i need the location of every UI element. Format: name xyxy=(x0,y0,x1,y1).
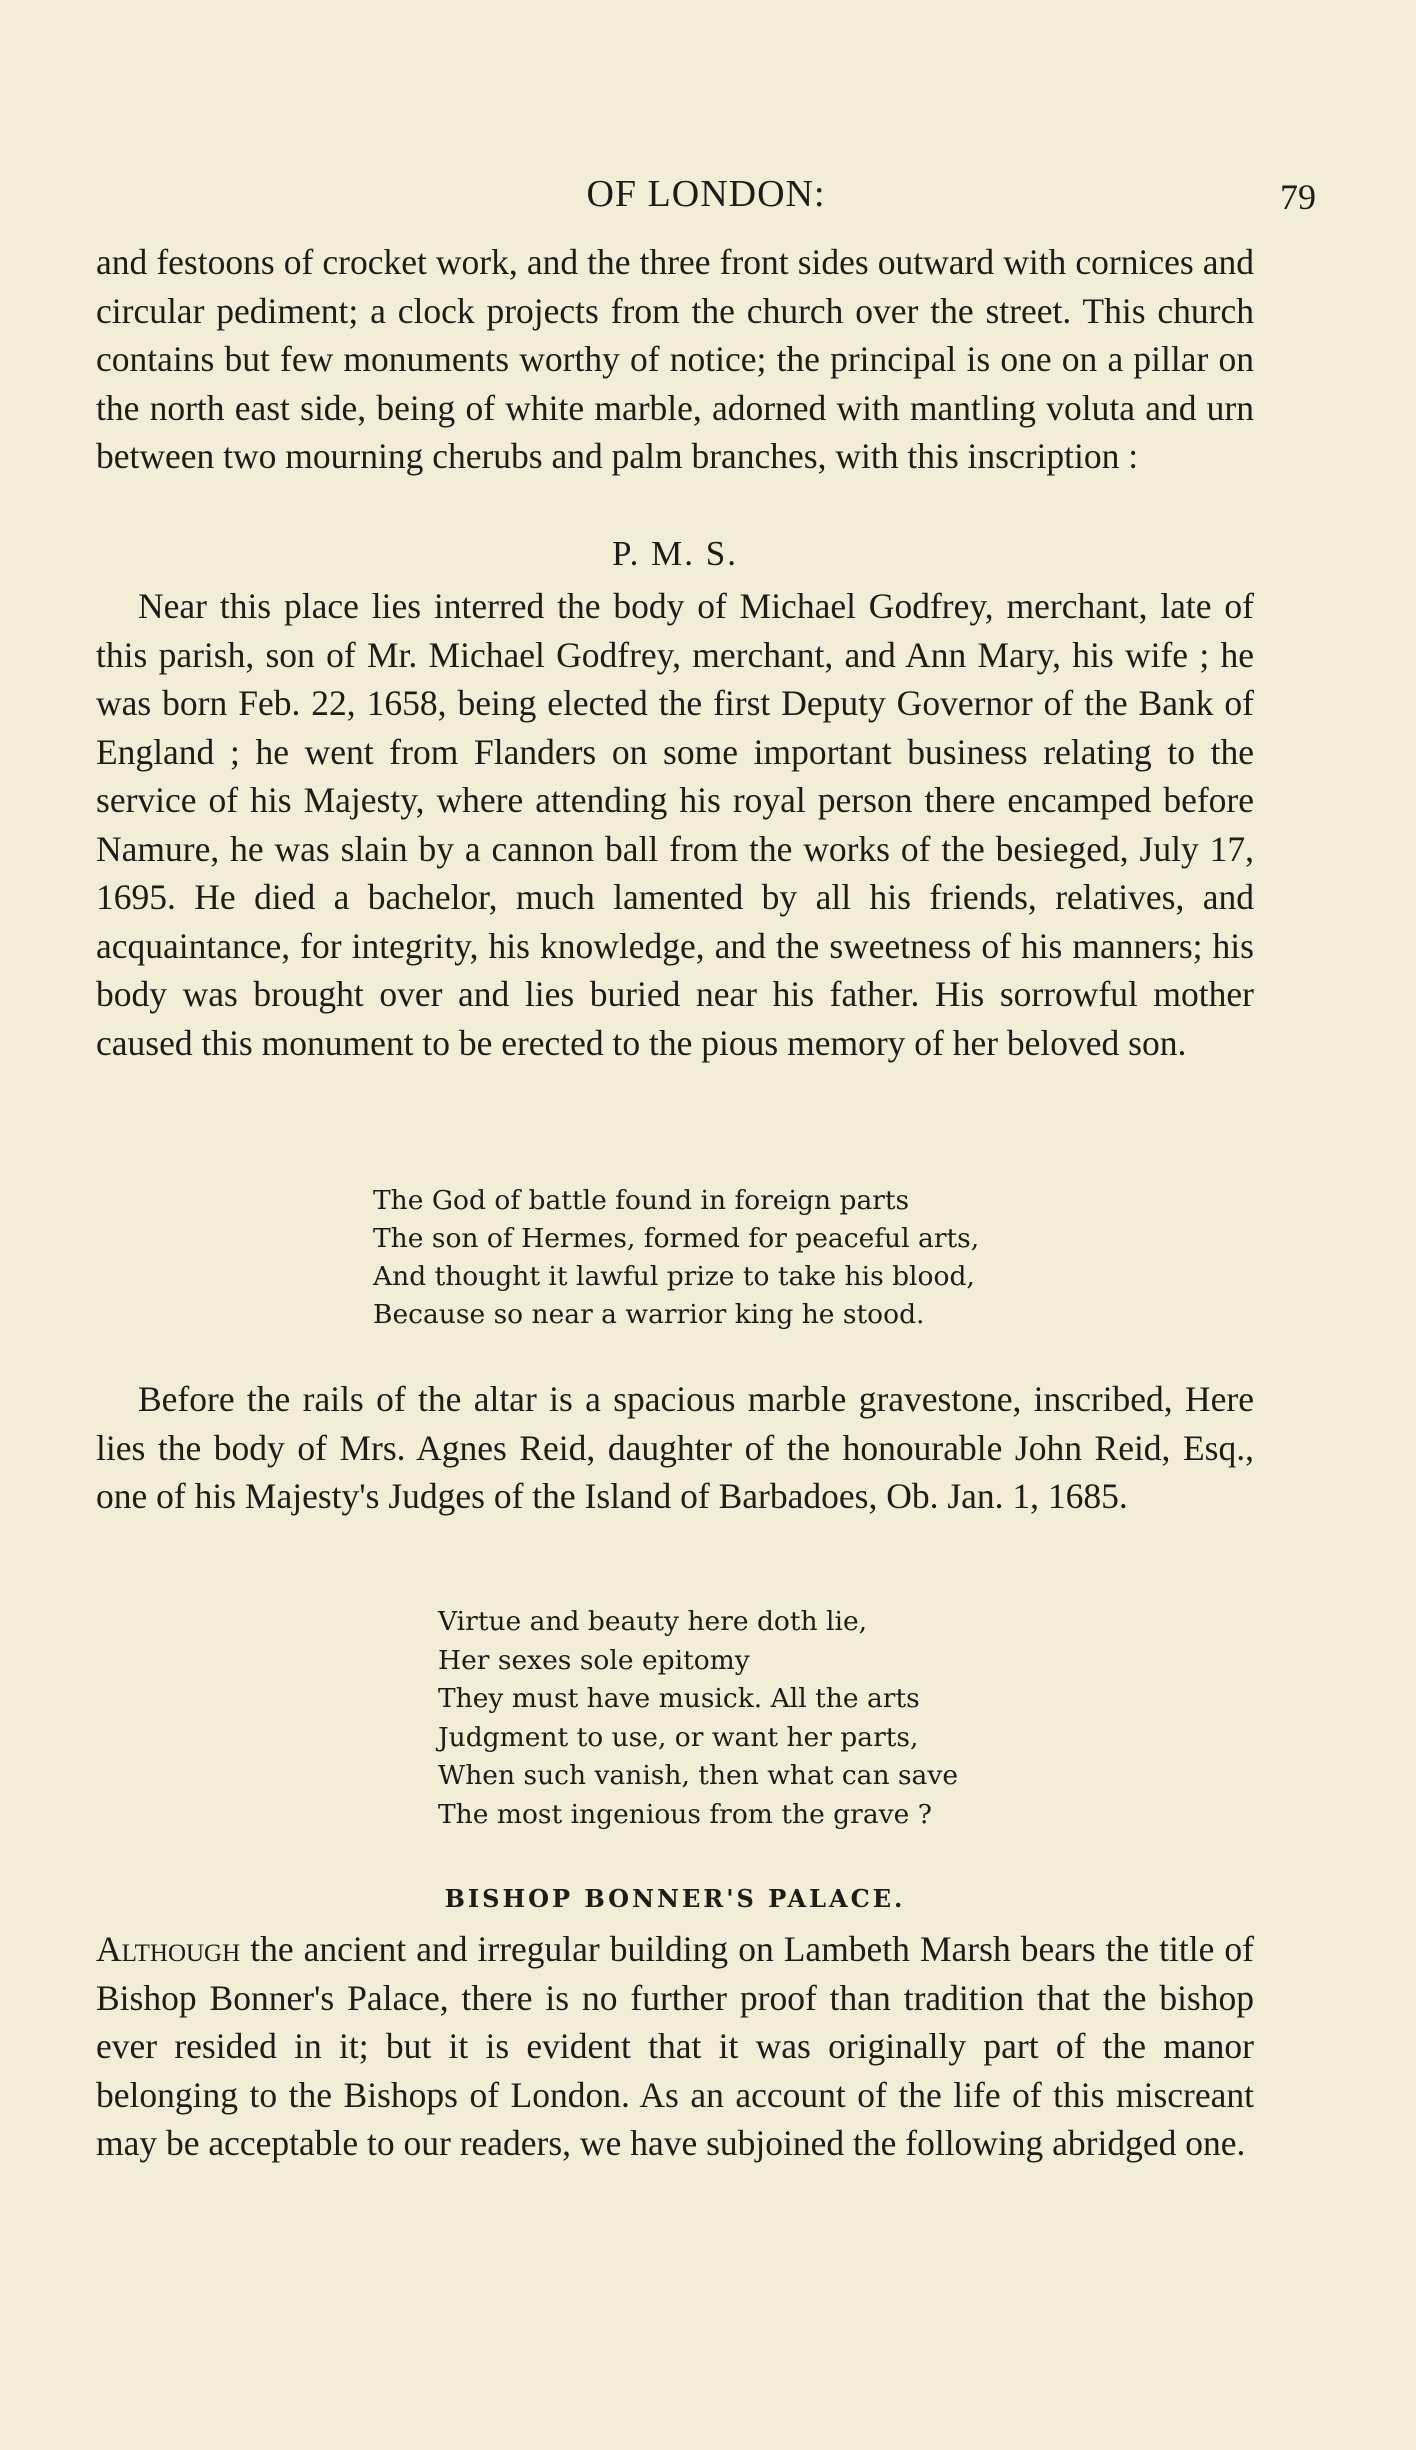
running-head xyxy=(96,172,1316,220)
verse-line: Her sexes sole epitomy xyxy=(438,1644,750,1676)
verse-line: They must have musick. All the arts xyxy=(438,1683,920,1714)
paragraph-text: Near this place lies interred the body of Michael Godfrey, merchant, late of this parish, son of Mr. Michael Godfrey, merchant, and Ann Mary, his wife ; he was born Feb. 22, 1658, being elected the first Deputy Governor of the Bank of England ; he went from Flanders on some important business relating to the service of his Majesty, where attending his royal person there encamped before Namure, he was slain by a cannon ball from the works of the besieged, July 17, 1695. He died a bachelor, much lamented by all his friends, relatives, and acquaintance, for integrity, his knowledge, and the sweetness of his manners; his body was brought over and lies buried near his father. His sorrowful mother caused this monument to be erected to the pious memory of her beloved son. xyxy=(96,586,1254,1063)
verse-line: And thought it lawful prize to take his blood, xyxy=(373,1261,975,1292)
paragraph-text: Before the rails of the altar is a spacious marble gravestone, inscribed, Here lies the body of Mrs. Agnes Reid, daughter of the honourable John Reid, Esq., one of his Majesty's Judges of the Island of Barbadoes, Ob. Jan. 1, 1685. xyxy=(96,1379,1254,1516)
verse-line: Judgment to use, or want her parts, xyxy=(438,1721,919,1753)
paragraph-reid-gravestone xyxy=(96,1375,1254,1521)
verse-line: Because so near a warrior king he stood. xyxy=(373,1299,925,1330)
verse-godfrey xyxy=(373,1182,979,1334)
paragraph-text: and festoons of crocket work, and the three front sides outward with cornices and circular pediment; a clock projects from the church over the street. This church contains but few monuments worthy of notice; the principal is one on a pillar on the north east side, being of white marble, adorned with mantling voluta and urn between two mourning cherubs and palm branches, with this inscription : xyxy=(96,242,1254,476)
verse-line: When such vanish, then what can save xyxy=(438,1760,958,1791)
running-title: OF LONDON: xyxy=(586,173,826,215)
paragraph-text: the ancient and irregular building on Lambeth Marsh bears the title of Bishop Bonner's Palace, there is no further proof than tradition that the bishop ever resided in it; but it is evident that it was originally part of the manor belonging to the Bishops of London. As an account of the life of this miscreant may be acceptable to our readers, we have subjoined the following abridged one. xyxy=(96,1929,1254,2163)
verse-line: The son of Hermes, formed for peaceful arts, xyxy=(373,1223,980,1254)
paragraph-godfrey-inscription xyxy=(96,582,1254,1067)
verse-line: The God of battle found in foreign parts xyxy=(373,1185,910,1216)
paragraph-body xyxy=(96,1925,1254,2168)
page-number: 79 xyxy=(1280,177,1316,217)
verse-line: The most ingenious from the grave ? xyxy=(438,1798,932,1830)
paragraph-church-description xyxy=(96,238,1254,481)
paragraph-lead-word: Although xyxy=(96,1929,241,1969)
paragraph-bonner-palace xyxy=(96,1925,1254,2168)
verse-line: Virtue and beauty here doth lie, xyxy=(438,1606,868,1637)
inscription-heading: P. M. S. xyxy=(612,534,738,573)
verse-reid xyxy=(438,1603,958,1834)
section-heading: BISHOP BONNER'S PALACE. xyxy=(444,1884,906,1913)
